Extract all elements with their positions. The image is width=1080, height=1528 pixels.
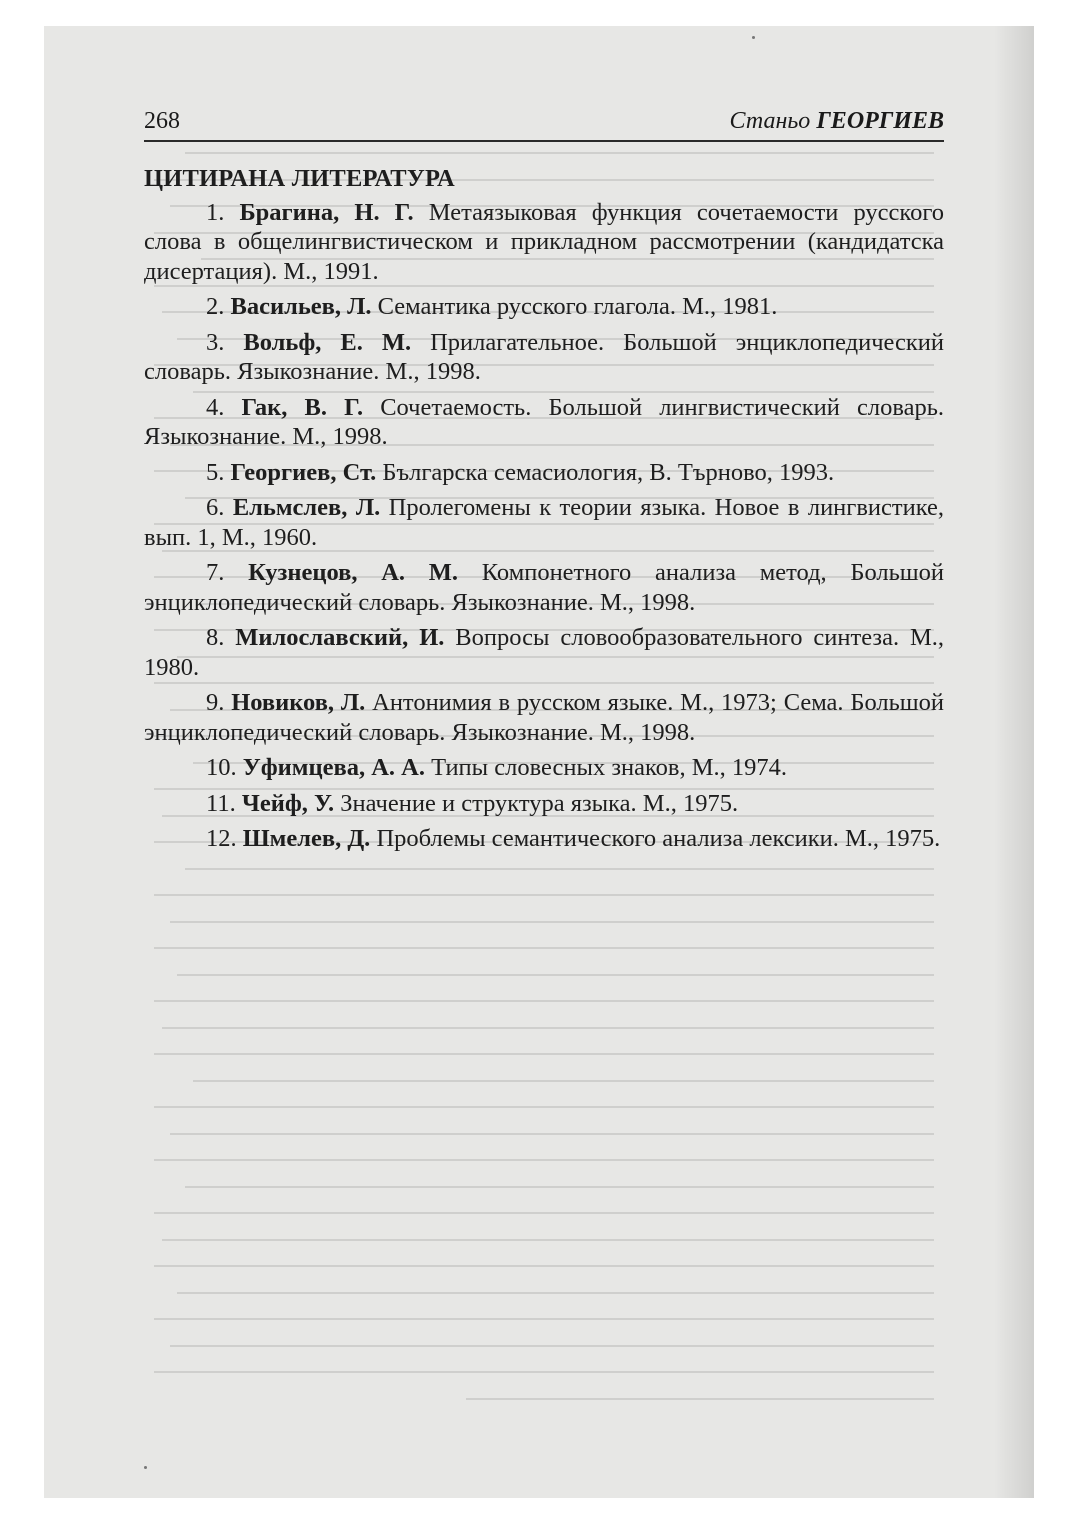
reference-text: Пролегомены к теории языка. Новое в лингвистике, вып. 1, М., 1960. [144,494,944,551]
reference-item: 2. Васильев, Л. Семантика русского глагола. М., 1981. [206,293,778,320]
reference-item: 12. Шмелев, Д. Проблемы семантического анализа лексики. М., 1975. [206,825,941,852]
reference-item: 3. Вольф, Е. М. Прилагательное. Большой энциклопедический словарь. Языкознание. М., 1998. [144,328,945,385]
reference-text: Прилагательное. Большой энциклопедический словарь. Языкознание. М., 1998. [144,328,945,385]
reference-item: 8. Милославский, И. Вопросы словообразовательного синтеза. М., 1980. [144,624,945,681]
reference-author: Брагина, Н. Г. [239,198,414,226]
reference-text: Значение и структура языка. М., 1975. [340,789,739,817]
author-last-name: ГЕОРГИЕВ [816,108,944,134]
reference-item: 1. Брагина, Н. Г. Метаязыковая функция сочетаемости русского слова в общелингвистическом и прикладном рассмотрении (кандидатска дисертация). М., 1991. [144,198,945,285]
reference-text: Проблемы семантического анализа лексики. М., 1975. [376,825,941,852]
reference-author: Васильев, Л. [230,293,372,320]
reference-text: Антонимия в русском языке. М., 1973; Сема. Большой энциклопедический словарь. Языкознание. М., 1998. [144,689,945,746]
dust-speck [144,1466,147,1469]
reference-author: Георгиев, Ст. [230,458,377,486]
reference-author: Новиков, Л. [231,689,366,716]
page-edge-shadow [994,26,1034,1498]
reference-author: Уфимцева, А. А. [242,754,425,781]
reference-author: Гак, В. Г. [241,393,364,421]
reference-item: 6. Ельмслев, Л. Пролегомены к теории языка. Новое в лингвистике, вып. 1, М., 1960. [144,494,944,551]
reference-author: Милославский, И. [235,624,445,651]
running-head [730,108,945,135]
reference-item: 11. Чейф, У. Значение и структура языка. М., 1975. [206,789,739,817]
reference-text: Вопросы словообразовательного синтеза. М., 1980. [144,624,945,681]
page-header [144,108,944,148]
references-section [144,164,944,860]
dust-speck [752,36,755,39]
reference-text: Компонетного анализа метод, Большой энциклопедический словарь. Языкознание. М., 1998. [144,559,945,616]
reference-item: 10. Уфимцева, А. А. Типы словесных знаков, М., 1974. [206,754,788,781]
reference-author: Кузнецов, А. М. [248,559,459,586]
reference-item: 4. Гак, В. Г. Сочетаемость. Большой лингвистический словарь. Языкознание. М., 1998. [144,393,945,450]
reference-item: 9. Новиков, Л. Антонимия в русском языке. М., 1973; Сема. Большой энциклопедический словарь. Языкознание. М., 1998. [144,689,945,746]
reference-text: Семантика русского глагола. М., 1981. [377,293,778,320]
reference-item: 5. Георгиев, Ст. Българска семасиология, В. Търново, 1993. [206,458,835,486]
reference-text: Типы словесных знаков, М., 1974. [431,754,788,781]
reference-text: Българска семасиология, В. Търново, 1993. [382,458,835,486]
reference-author: Шмелев, Д. [242,825,371,852]
reference-text: Сочетаемость. Большой лингвистический словарь. Языкознание. М., 1998. [144,393,945,450]
reference-text: Метаязыковая функция сочетаемости русского слова в общелингвистическом и прикладном рассмотрении (кандидатска дисертация). М., 1991. [144,198,945,285]
section-title: ЦИТИРАНА ЛИТЕРАТУРА [144,165,455,192]
reference-author: Ельмслев, Л. [232,494,381,521]
reference-author: Вольф, Е. М. [243,328,412,356]
author-first-name: Станьо [729,108,811,134]
page-number: 268 [144,108,180,134]
reference-item: 7. Кузнецов, А. М. Компонетного анализа метод, Большой энциклопедический словарь. Языкознание. М., 1998. [144,559,945,616]
reference-author: Чейф, У. [241,789,335,817]
header-rule [144,140,944,142]
